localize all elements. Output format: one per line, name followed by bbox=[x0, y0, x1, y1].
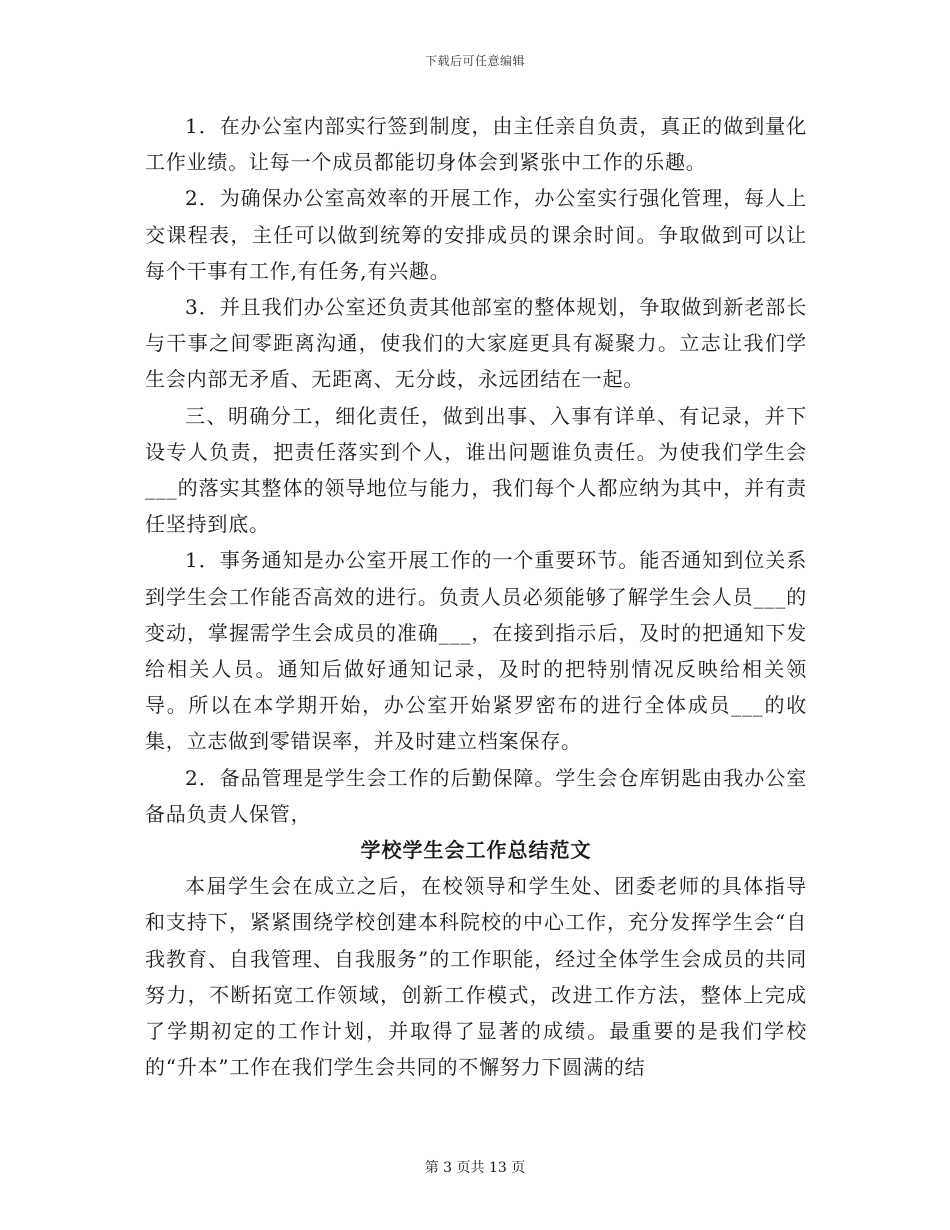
paragraph: 2．为确保办公室高效率的开展工作，办公室实行强化管理，每人上交课程表，主任可以做到统筹的安排成员的课余时间。争取做到可以让每个干事有工作,有任务,有兴趣。 bbox=[145, 186, 807, 283]
document-body bbox=[145, 108, 807, 1085]
paragraph: 本届学生会在成立之后，在校领导和学生处、团委老师的具体指导和支持下，紧紧围绕学校创建本科院校的中心工作，充分发挥学生会“自我教育、自我管理、自我服务”的工作职能，经过全体学生会成员的共同努力，不断拓宽工作领域，创新工作模式，改进工作方法，整体上完成了学期初定的工作计划，并取得了显著的成绩。最重要的是我们学校的“升本”工作在我们学生会共同的不懈努力下圆满的结 bbox=[145, 874, 807, 1080]
paragraph: 1．事务通知是办公室开展工作的一个重要环节。能否通知到位关系到学生会工作能否高效的进行。负责人员必须能够了解学生会人员___的变动，掌握需学生会成员的准确___，在接到指示后，及时的把通知下发给相关人员。通知后做好通知记录，及时的把特别情况反映给相关领导。所以在本学期开始，办公室开始紧罗密布的进行全体成员___的收集，立志做到零错误率，并及时建立档案保存。 bbox=[145, 548, 807, 754]
page-header: 下载后可任意编辑 bbox=[424, 54, 525, 68]
paragraph: 1．在办公室内部实行签到制度，由主任亲自负责，真正的做到量化工作业绩。让每一个成员都能切身体会到紧张中工作的乐趣。 bbox=[145, 114, 807, 175]
document-title: 学校学生会工作总结范文 bbox=[360, 838, 592, 863]
paragraph: 2．备品管理是学生会工作的后勤保障。学生会仓库钥匙由我办公室备品负责人保管， bbox=[145, 765, 807, 826]
paragraph: 三、明确分工，细化责任，做到出事、入事有详单、有记录，并下设专人负责，把责任落实到个人，谁出问题谁负责任。为使我们学生会___的落实其整体的领导地位与能力，我们每个人都应纳为其中，并有责任坚持到底。 bbox=[145, 403, 807, 537]
paragraph: 3．并且我们办公室还负责其他部室的整体规划，争取做到新老部长与干事之间零距离沟通，使我们的大家庭更具有凝聚力。立志让我们学生会内部无矛盾、无距离、无分歧，永远团结在一起。 bbox=[145, 295, 807, 392]
page-number: 第 3 页共 13 页 bbox=[424, 1160, 526, 1176]
